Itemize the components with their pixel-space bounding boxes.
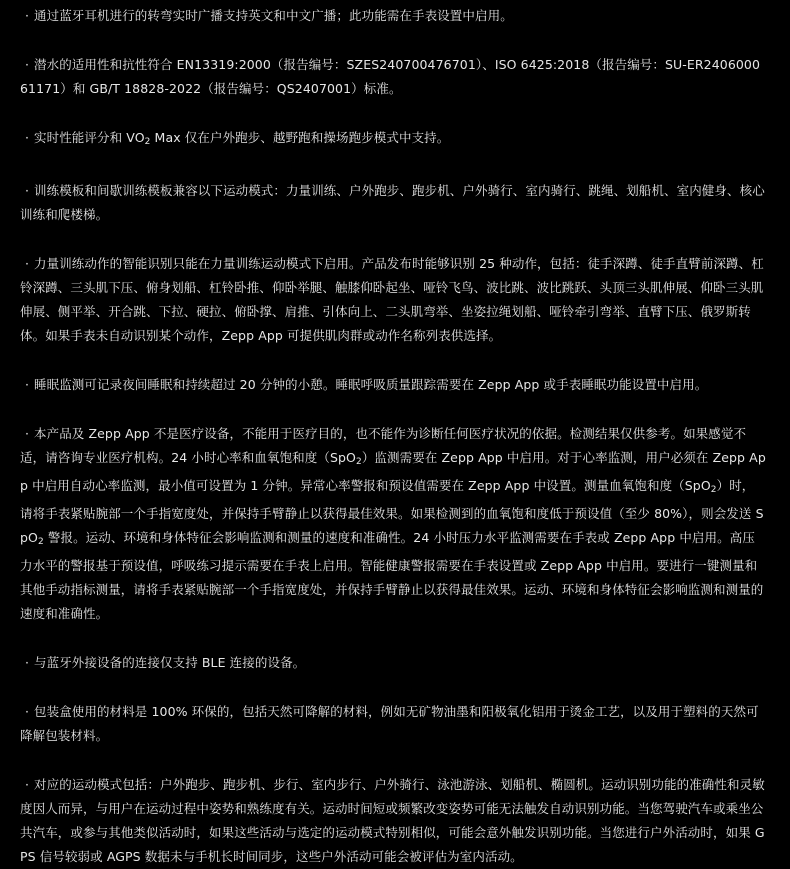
note-text: 与蓝牙外接设备的连接仅支持 BLE 连接的设备。 <box>34 655 306 670</box>
note-text: 睡眠监测可记录夜间睡眠和持续超过 20 分钟的小憩。睡眠呼吸质量跟踪需要在 Zepp App 或手表睡眠功能设置中启用。 <box>34 377 708 392</box>
bullet-icon: · <box>24 777 30 792</box>
bullet-icon: · <box>24 426 30 441</box>
subscript: 2 <box>37 537 44 547</box>
note-text: 包装盒使用的材料是 100% 环保的，包括天然可降解的材料，例如无矿物油墨和阳极氧化铝用于烫金工艺，以及用于塑料的天然可降解包装材料。 <box>20 704 759 743</box>
note-workout-detection <box>20 773 766 869</box>
subscript: 2 <box>356 457 362 467</box>
note-training-templates <box>20 179 766 227</box>
note-text: 力量训练动作的智能识别只能在力量训练运动模式下启用。产品发布时能够识别 25 种动作，包括：徒手深蹲、徒手直臂前深蹲、杠铃深蹲、三头肌下压、俯身划船、杠铃卧推、仰卧举腿、触膝仰卧起坐、哑铃飞鸟、波比跳、波比跳跃、头顶三头肌伸展、仰卧三头肌伸展、侧平举、开合跳、下拉、硬拉、俯卧撑、肩推、引体向上、二头肌弯举、坐姿拉绳划船、哑铃牵引弯举、直臂下压、俄罗斯转体。如果手表未自动识别某个动作，Zepp App 可提供肌肉群或动作名称列表供选择。 <box>20 256 764 343</box>
note-packaging <box>20 700 766 748</box>
subscript: 2 <box>710 485 717 495</box>
note-text: 实时性能评分和 VO <box>34 130 145 145</box>
note-strength-recognition <box>20 252 766 348</box>
note-text: ）时，请将手表紧贴腕部一个手指宽度处，并保持手臂静止以获得最佳效果。如果检测到的血氧饱和度低于预设值（至少 80%），则会发送 SpO <box>20 478 764 545</box>
note-turn-broadcast <box>20 4 766 28</box>
bullet-icon: · <box>24 183 30 198</box>
note-text: 通过蓝牙耳机进行的转弯实时广播支持英文和中文广播；此功能需在手表设置中启用。 <box>34 8 513 23</box>
note-text: 对应的运动模式包括：户外跑步、跑步机、步行、室内步行、户外骑行、泳池游泳、划船机、椭圆机。运动识别功能的准确性和灵敏度因人而异，与用户在运动过程中姿势和熟练度有关。运动时间短或频繁改变姿势可能无法触发自动识别功能。当您驾驶汽车或乘坐公共汽车，或参与其他类似活动时，如果这些活动与选定的运动模式特别相似，可能会意外触发识别功能。当您进行户外活动时，如果 GPS 信号较弱或 AGPS 数据未与手机长时间同步，这些户外活动可能会被评估为室内活动。 <box>20 777 765 864</box>
bullet-icon: · <box>24 57 30 72</box>
bullet-icon: · <box>24 8 30 23</box>
note-bluetooth-devices <box>20 651 766 675</box>
note-text: 本产品及 Zepp App 不是医疗设备，不能用于医疗目的，也不能作为诊断任何医疗状况的依据。检测结果仅供参考。如果感觉不适，请咨询专业医疗机构。24 小时心率和血氧饱和度（SpO <box>20 426 747 465</box>
bullet-icon: · <box>24 704 30 719</box>
bullet-icon: · <box>24 655 30 670</box>
note-vo2max <box>20 126 766 154</box>
bullet-icon: · <box>24 377 30 392</box>
subscript: 2 <box>144 137 151 147</box>
note-text: ）监测需要在 Zepp App 中启用。对于心率监测，用户必须在 Zepp App 中启用自动心率监测，最小值可设置为 1 分钟。异常心率警报和预设值需要在 Zepp App 中设置。测量血氧饱和度（SpO <box>20 450 766 493</box>
note-text: Max 仅在户外跑步、越野跑和操场跑步模式中支持。 <box>150 130 450 145</box>
bullet-icon: · <box>24 256 30 271</box>
note-diving-standards <box>20 53 766 101</box>
note-text: 训练模板和间歇训练模板兼容以下运动模式：力量训练、户外跑步、跑步机、户外骑行、室内骑行、跳绳、划船机、室内健身、核心训练和爬楼梯。 <box>20 183 765 222</box>
note-medical-disclaimer <box>20 422 766 626</box>
note-text: 潜水的适用性和抗性符合 EN13319:2000（报告编号：SZES240700476701）、ISO 6425:2018（报告编号：SU-ER240600061171）和 GB/T 18828-2022（报告编号：QS2407001）标准。 <box>20 57 761 96</box>
note-sleep-monitoring <box>20 373 766 397</box>
note-text: 警报。运动、环境和身体特征会影响监测和测量的速度和准确性。24 小时压力水平监测需要在手表或 Zepp App 中启用。高压力水平的警报基于预设值，呼吸练习提示需要在手表上启用。智能健康警报需要在手表设置或 Zepp App 中启用。要进行一键测量和其他手动指标测量，请将手表紧贴腕部一个手指宽度处，并保持手臂静止以获得最佳效果。运动、环境和身体特征会影响监测和测量的速度和准确性。 <box>20 530 764 621</box>
bullet-icon: · <box>24 130 30 145</box>
